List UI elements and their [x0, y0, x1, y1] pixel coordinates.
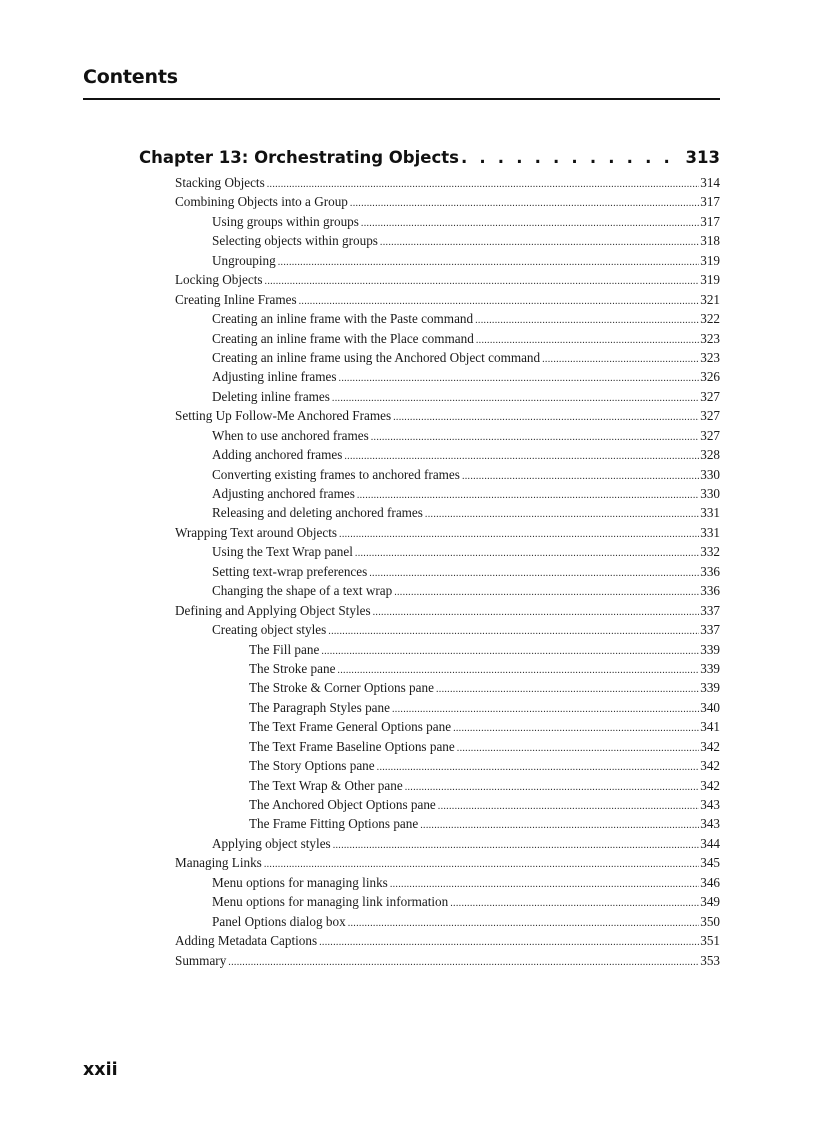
- dot-leader: [278, 257, 699, 268]
- header-rule: [83, 98, 720, 100]
- dot-leader: [475, 315, 699, 326]
- toc-entry-page-number: 331: [700, 524, 720, 540]
- toc-entry-title: Setting text-wrap preferences: [212, 563, 368, 579]
- page-folio: xxii: [83, 1060, 118, 1080]
- dot-leader: [355, 548, 699, 559]
- toc-entry-page-number: 318: [700, 233, 720, 249]
- toc-entry-title: Converting existing frames to anchored frames: [212, 466, 460, 482]
- dot-leader: [339, 529, 699, 540]
- toc-entry-page-number: 342: [700, 777, 720, 793]
- toc-entry-title: Deleting inline frames: [212, 388, 330, 404]
- dot-leader: [392, 704, 699, 715]
- toc-entry[interactable]: [0, 311, 720, 330]
- toc-entry[interactable]: [0, 175, 720, 194]
- toc-entry-title: The Paragraph Styles pane: [249, 699, 390, 715]
- toc-entry-page-number: 343: [700, 816, 720, 832]
- toc-entry-title: Combining Objects into a Group: [175, 194, 348, 210]
- toc-entry[interactable]: [0, 680, 720, 699]
- toc-entry-title: Summary: [175, 952, 227, 968]
- toc-entry[interactable]: [0, 894, 720, 913]
- dot-leader: [425, 509, 699, 520]
- toc-entry-title: Stacking Objects: [175, 175, 265, 190]
- toc-entry[interactable]: [0, 214, 720, 233]
- dot-leader: [371, 432, 700, 443]
- toc-entry-page-number: 337: [700, 622, 720, 638]
- toc-entry-page-number: 337: [700, 602, 720, 618]
- toc-entry-title: Locking Objects: [175, 272, 263, 288]
- toc-entry-title: The Fill pane: [249, 641, 320, 657]
- dot-leader: [476, 335, 699, 346]
- dot-leader: [339, 373, 700, 384]
- toc-entry[interactable]: [0, 369, 720, 388]
- toc-entry[interactable]: [0, 564, 720, 583]
- toc-entry-title: Selecting objects within groups: [212, 233, 378, 249]
- toc-entry[interactable]: [0, 389, 720, 408]
- toc-entry[interactable]: [0, 486, 720, 505]
- toc-entry-page-number: 336: [700, 583, 720, 599]
- toc-entry-page-number: 321: [700, 291, 720, 307]
- dot-leader: [333, 840, 700, 851]
- dot-leader: [319, 937, 699, 948]
- toc-entry-page-number: 332: [700, 544, 720, 560]
- toc-entry-page-number: 331: [700, 505, 720, 521]
- toc-entry-page-number: 349: [700, 894, 720, 910]
- toc-entry-title: The Story Options pane: [249, 758, 375, 774]
- toc-entry-page-number: 339: [700, 660, 720, 676]
- toc-entry-title: Adjusting anchored frames: [212, 486, 355, 501]
- toc-entry-title: Changing the shape of a text wrap: [212, 583, 393, 599]
- toc-entry[interactable]: [0, 447, 720, 466]
- toc-entry[interactable]: [0, 292, 720, 311]
- toc-entry-page-number: 346: [700, 874, 720, 890]
- toc-entry-page-number: 327: [700, 388, 720, 404]
- dot-leader: [361, 218, 699, 229]
- toc-entry-title: Panel Options dialog box: [212, 913, 346, 929]
- toc-entry[interactable]: [0, 603, 720, 622]
- dot-leader: [332, 393, 699, 404]
- toc-entry-page-number: 326: [700, 369, 720, 385]
- toc-entry[interactable]: [0, 855, 720, 874]
- toc-entry[interactable]: [0, 408, 720, 427]
- toc-entry-page-number: 323: [700, 330, 720, 346]
- toc-entry[interactable]: [0, 778, 720, 797]
- toc-entry[interactable]: [0, 953, 720, 972]
- toc-entry[interactable]: [0, 836, 720, 855]
- toc-entry-page-number: 327: [700, 427, 720, 443]
- dot-leader: [344, 451, 699, 462]
- dot-leader: [457, 743, 699, 754]
- toc-entry-title: Menu options for managing link information: [212, 894, 449, 910]
- toc-entry[interactable]: [0, 933, 720, 952]
- dot-leader: [350, 198, 699, 209]
- toc-entry[interactable]: [0, 719, 720, 738]
- toc-entry-page-number: 339: [700, 641, 720, 657]
- dot-leader: [461, 148, 683, 167]
- chapter-page-number: 313: [685, 148, 720, 167]
- dot-leader: [265, 276, 700, 287]
- toc-entry[interactable]: [0, 661, 720, 680]
- toc-entry[interactable]: [0, 194, 720, 213]
- toc-entry-title: Adding anchored frames: [212, 447, 343, 463]
- dot-leader: [394, 587, 699, 598]
- toc-entry[interactable]: [0, 505, 720, 524]
- toc-entry[interactable]: [0, 272, 720, 291]
- toc-entry-title: The Stroke pane: [249, 660, 336, 676]
- toc-entry[interactable]: [0, 583, 720, 602]
- toc-entry-page-number: 319: [700, 272, 720, 288]
- toc-entry-title: Releasing and deleting anchored frames: [212, 505, 423, 521]
- toc-entry-title: Creating an inline frame with the Paste command: [212, 311, 474, 327]
- toc-entry[interactable]: [0, 914, 720, 933]
- dot-leader: [462, 471, 699, 482]
- toc-entry-page-number: 322: [700, 311, 720, 327]
- toc-entry-page-number: 351: [700, 933, 720, 949]
- toc-entry[interactable]: [0, 428, 720, 447]
- toc-entry-title: Creating Inline Frames: [175, 291, 297, 307]
- dot-leader: [328, 626, 699, 637]
- toc-entry-page-number: 317: [700, 194, 720, 210]
- toc-entry-title: The Text Frame General Options pane: [249, 719, 452, 735]
- toc-entry-title: Defining and Applying Object Styles: [175, 602, 371, 618]
- toc-entry[interactable]: [0, 253, 720, 272]
- toc-entry-title: Using groups within groups: [212, 213, 359, 229]
- dot-leader: [393, 412, 699, 423]
- toc-entry[interactable]: [0, 739, 720, 758]
- toc-entry-page-number: 350: [700, 913, 720, 929]
- toc-entry-title: Menu options for managing links: [212, 874, 388, 890]
- toc-entry-page-number: 344: [700, 835, 720, 851]
- toc-entry-title: The Anchored Object Options pane: [249, 797, 436, 812]
- toc-entry-page-number: 342: [700, 758, 720, 774]
- toc-entry[interactable]: [0, 350, 720, 369]
- chapter-title: Chapter 13: Orchestrating Objects: [139, 148, 459, 167]
- toc-entry-title: Ungrouping: [212, 252, 276, 268]
- toc-entry-page-number: 341: [700, 719, 720, 735]
- dot-leader: [267, 179, 699, 190]
- toc-entry-page-number: 327: [700, 408, 720, 424]
- dot-leader: [264, 859, 699, 870]
- toc-entry-page-number: 317: [700, 213, 720, 229]
- dot-leader: [436, 684, 699, 695]
- dot-leader: [299, 296, 700, 307]
- toc-entry-page-number: 342: [700, 738, 720, 754]
- dot-leader: [337, 665, 699, 676]
- toc-entry[interactable]: [0, 331, 720, 350]
- toc-entry[interactable]: [0, 816, 720, 835]
- toc-entry-title: The Text Wrap & Other pane: [249, 777, 403, 793]
- dot-leader: [390, 879, 699, 890]
- chapter-heading[interactable]: [139, 148, 720, 167]
- toc-entry-page-number: 330: [700, 466, 720, 482]
- toc-entry[interactable]: [0, 525, 720, 544]
- toc-entry[interactable]: [0, 233, 720, 252]
- toc-entry-page-number: 339: [700, 680, 720, 696]
- toc-entry-page-number: 330: [700, 486, 720, 501]
- dot-leader: [228, 957, 699, 968]
- dot-leader: [373, 607, 700, 618]
- toc-entry-page-number: 314: [700, 175, 720, 190]
- dot-leader: [450, 898, 699, 909]
- running-head: Contents: [83, 66, 178, 88]
- dot-leader: [369, 568, 699, 579]
- dot-leader: [420, 820, 699, 831]
- toc-entry-title: The Stroke & Corner Options pane: [249, 680, 434, 696]
- toc-entry-page-number: 319: [700, 252, 720, 268]
- toc-entry-title: Creating an inline frame with the Place command: [212, 330, 474, 346]
- dot-leader: [380, 237, 699, 248]
- dot-leader: [357, 490, 699, 501]
- toc-entry[interactable]: [0, 758, 720, 777]
- toc-list: [0, 175, 816, 972]
- toc-entry-title: The Frame Fitting Options pane: [249, 816, 419, 832]
- toc-entry[interactable]: [0, 622, 720, 641]
- toc-entry-page-number: 328: [700, 447, 720, 463]
- toc-entry-page-number: 343: [700, 797, 720, 812]
- toc-entry[interactable]: [0, 467, 720, 486]
- dot-leader: [438, 801, 699, 812]
- toc-entry-title: Managing Links: [175, 855, 262, 871]
- toc-entry-title: Setting Up Follow-Me Anchored Frames: [175, 408, 392, 424]
- dot-leader: [542, 354, 699, 365]
- toc-entry-page-number: 353: [700, 952, 720, 968]
- toc-entry-title: Creating object styles: [212, 622, 327, 638]
- toc-entry-page-number: 323: [700, 349, 720, 365]
- toc-entry-title: Creating an inline frame using the Anchored Object command: [212, 349, 541, 365]
- toc-entry-title: Using the Text Wrap panel: [212, 544, 353, 560]
- toc-entry-title: Adjusting inline frames: [212, 369, 337, 385]
- toc-entry[interactable]: [0, 875, 720, 894]
- dot-leader: [348, 918, 700, 929]
- dot-leader: [377, 762, 700, 773]
- toc-entry-page-number: 340: [700, 699, 720, 715]
- toc-entry-page-number: 336: [700, 563, 720, 579]
- toc-entry-title: Adding Metadata Captions: [175, 933, 318, 949]
- toc-entry[interactable]: [0, 642, 720, 661]
- toc-entry-page-number: 345: [700, 855, 720, 871]
- dot-leader: [321, 646, 699, 657]
- dot-leader: [453, 723, 699, 734]
- toc-entry[interactable]: [0, 700, 720, 719]
- toc-entry[interactable]: [0, 544, 720, 563]
- toc-entry-title: Applying object styles: [212, 835, 331, 851]
- toc-entry-title: Wrapping Text around Objects: [175, 524, 338, 540]
- toc-entry-title: The Text Frame Baseline Options pane: [249, 738, 455, 754]
- toc-entry[interactable]: [0, 797, 720, 816]
- dot-leader: [405, 782, 700, 793]
- toc-entry-title: When to use anchored frames: [212, 427, 369, 443]
